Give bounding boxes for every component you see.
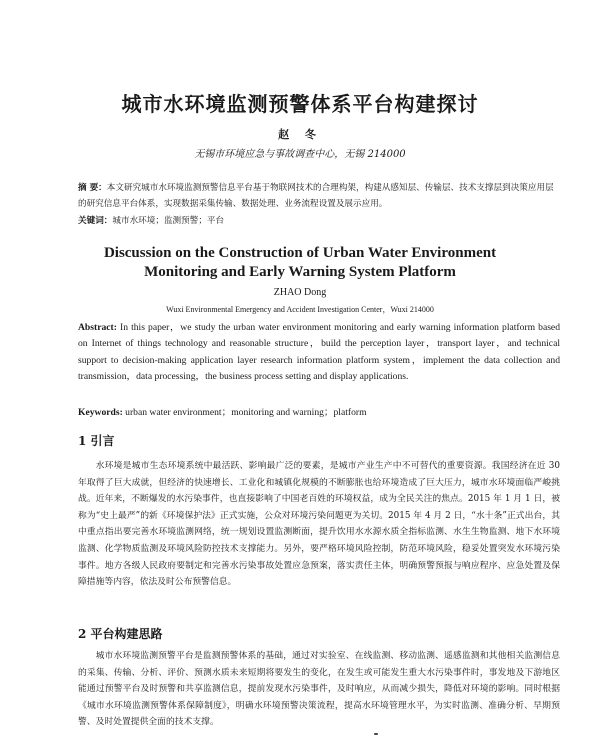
- chinese-author: 赵 冬: [278, 128, 322, 141]
- footer-mark: [374, 733, 378, 735]
- chinese-keywords-text: 城市水环境；监测预警；平台: [112, 216, 225, 226]
- english-title-line-1: Discussion on the Construction of Urban Water Environment: [103, 245, 497, 261]
- english-keywords-label: Keywords:: [78, 407, 123, 418]
- english-author: ZHAO Dong: [273, 287, 327, 298]
- section-2-paragraph: 城市水环境监测预警平台是监测预警体系的基础，通过对实验室、在线监测、移动监测、遥感监测和其他相关监测信息的采集、传输、分析、评价、预测水质未来短期将要发生的变化，在发生或可能发生重大水污染事件时，事发地及下游地区能通过预警平台及时预警和共享监测信息，提前发现水污染事件，及时响应，从而减少损失，降低对环境的影响。同时根据《城市水环境监测预警体系保障制度》，明确水环境预警决策流程，提高水环境管理水平，为实时监测、准确分析、早期预警、及时处置提供全面的技术支撑。: [78, 651, 560, 728]
- chinese-abstract: [78, 180, 558, 212]
- section-1-heading: 1 引言: [78, 434, 115, 448]
- section-1-paragraph: 水环境是城市生态环境系统中最活跃、影响最广泛的要素，是城市产业生产中不可替代的重要资源。我国经济在近 30 年取得了巨大成就，但经济的快速增长、工业化和城镇化规模的不断膨胀也给环境造成了巨大压力，城市水环境面临严峻挑战。近年来，不断爆发的水污染事件，也直接影响了中国老百姓的环境权益，成为全民关注的焦点。2015 年 1 月 1 日，被称为“史上最严”的新《环境保护法》正式实施，公众对环境污染问题更为关切。2015 年 4 月 2 日，“水十条”正式出台，其中重点指出要完善水环境监测网络，统一规划设置监测断面，提升饮用水水源水质全指标监测、水生生物监测、地下水环境监测、化学物质监测及环境风险防控技术支撑能力。另外，要严格环境风险控制，防范环境风险，稳妥处置突发水环境污染事件。地方各级人民政府要制定和完善水污染事故处置应急预案，落实责任主体，明确预警预报与响应程序、应急处置及保障措施等内容，依法及时公布预警信息。: [78, 461, 560, 588]
- english-keywords: [78, 404, 560, 418]
- chinese-title: 城市水环境监测预警体系平台构建探讨: [121, 92, 479, 116]
- english-abstract: [78, 320, 560, 386]
- chinese-affiliation: 无锡市环境应急与事故调查中心，无锡 214000: [194, 149, 406, 160]
- english-keywords-text: urban water environment；monitoring and warning；platform: [122, 407, 367, 418]
- english-title: [0, 244, 600, 282]
- english-abstract-label: Abstract:: [78, 322, 117, 333]
- chinese-keywords-label: 关键词：: [78, 216, 113, 226]
- english-affiliation: Wuxi Environmental Emergency and Accident Investigation Center，Wuxi 214000: [166, 305, 434, 314]
- chinese-keywords: [78, 214, 558, 226]
- chinese-abstract-label: 摘 要：: [78, 183, 107, 193]
- chinese-abstract-text: 本文研究城市水环境监测预警信息平台基于物联网技术的合理构架，构建从感知层、传输层、技术支撑层到决策应用层的研究信息平台体系，实现数据采集传输、数据处理、业务流程设置及展示应用。: [78, 183, 554, 209]
- section-2-heading: 2 平台构建思路: [78, 627, 163, 641]
- english-abstract-text: In this paper，we study the urban water environment monitoring and early warning information platform based on Internet of things technology and reasonable structure，build the perception layer，transport layer，and technical support to decision-making application layer research information platform system，implement the data collection and transmission，data processing，the business process setting and display applications.: [78, 322, 560, 383]
- english-title-line-2: Monitoring and Early Warning System Platform: [144, 264, 456, 280]
